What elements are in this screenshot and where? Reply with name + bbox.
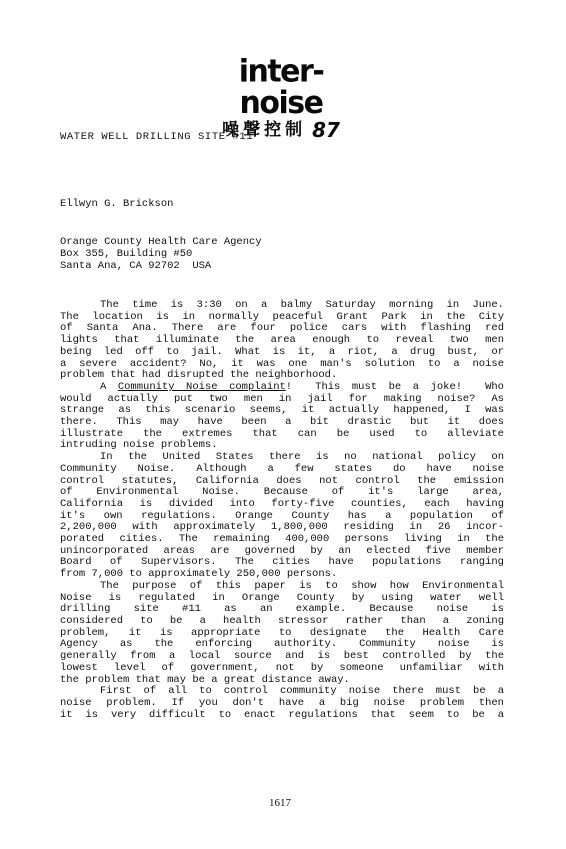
text-line: Agency as the enforcing authority. Community noise is — [60, 638, 504, 651]
body-text — [60, 300, 504, 721]
text-line: it's own regulations. Orange County has a population of — [60, 509, 504, 522]
text-line: from 7,000 to approximately 250,000 persons. — [60, 568, 338, 581]
text-line: porated cities. The remaining 400,000 persons living in the — [60, 533, 504, 546]
logo-chinese-characters: 噪聲控制 — [222, 120, 307, 140]
text-line: problem, it is appropriate to designate the Health Care — [60, 626, 504, 639]
text-fragment: ! This must be a joke! Who — [285, 380, 504, 393]
text-line: illustrate the extremes that can be used to alleviate — [60, 427, 504, 440]
text-line: there. This may have been a bit drastic but it does — [60, 416, 504, 429]
text-line: generally from a local source and is best controlled by the — [60, 650, 504, 663]
text-line: Community Noise. Although a few states do have noise — [60, 462, 504, 475]
text-line: The time is 3:30 on a balmy Saturday morning in June. — [100, 299, 504, 311]
text-line: lowest level of government, not by someone unfamiliar with — [60, 661, 504, 674]
author-name: Ellwyn G. Brickson — [60, 198, 174, 210]
text-line: The purpose of this paper is to show how Environmental — [100, 579, 504, 592]
text-line: In the United States there is no national policy on — [100, 451, 504, 464]
affiliation-line: Santa Ana, CA 92702 USA — [60, 260, 212, 272]
text-line: would actually put two men in jail for making noise? As — [60, 392, 504, 405]
text-line: noise problem. If you don't have a big noise problem then — [60, 696, 504, 709]
text-line: control statutes, California does not control the emission — [60, 474, 504, 487]
text-line: strange as this scenario seems, it actually happened, I was — [60, 404, 504, 417]
text-line: considered to be a health stressor rather than a zoning — [60, 614, 504, 627]
text-line — [60, 382, 504, 394]
text-line: First of all to control community noise there must be a — [100, 685, 504, 698]
text-fragment: A — [100, 380, 118, 393]
affiliation-line: Orange County Health Care Agency — [60, 236, 262, 248]
text-line: the problem that may be a great distance away. — [60, 673, 350, 686]
text-line: Noise is regulated in Orange County by using water well — [60, 591, 504, 604]
page-number: 1617 — [269, 797, 291, 809]
affiliation-line: Box 355, Building #50 — [60, 248, 193, 260]
text-line: Board of Supervisors. The cities have populations ranging — [60, 556, 504, 569]
text-line: it is very difficult to enact regulations that seem to be a — [60, 708, 504, 721]
text-line: of Environmental Noise. Because of it's large area, — [60, 486, 504, 499]
conference-logo — [206, 53, 356, 142]
text-line: of Santa Ana. There are four police cars with flashing red — [60, 322, 504, 335]
underlined-phrase: Community Noise complaint — [117, 380, 286, 393]
text-line: lights that illuminate the area enough to reveal two men — [60, 334, 504, 347]
text-line: drilling site #11 as an example. Because noise is — [60, 603, 504, 616]
text-line: intruding noise problems. — [60, 439, 218, 452]
logo-wordmark: inter-noise — [238, 53, 324, 122]
text-line: California is divided into forty-five counties, each having — [60, 497, 504, 510]
text-line: unincorporated areas are governed by an elected five member — [60, 544, 504, 557]
text-line: The location is in normally peaceful Grant Park in the City — [60, 310, 504, 323]
logo-year: 87 — [312, 118, 340, 142]
text-line: problem that had disrupted the neighborhood. — [60, 369, 338, 382]
paper-title: WATER WELL DRILLING SITE #11 — [60, 131, 254, 143]
text-line: a severe accident? No, it was one man's solution to a noise — [60, 357, 504, 370]
author-affiliation — [60, 236, 262, 272]
text-line: 2,200,000 with approximately 1,800,000 residing in 26 incor- — [60, 521, 504, 534]
text-line: being led off to jail. What is it, a riot, a drug bust, or — [60, 345, 504, 358]
